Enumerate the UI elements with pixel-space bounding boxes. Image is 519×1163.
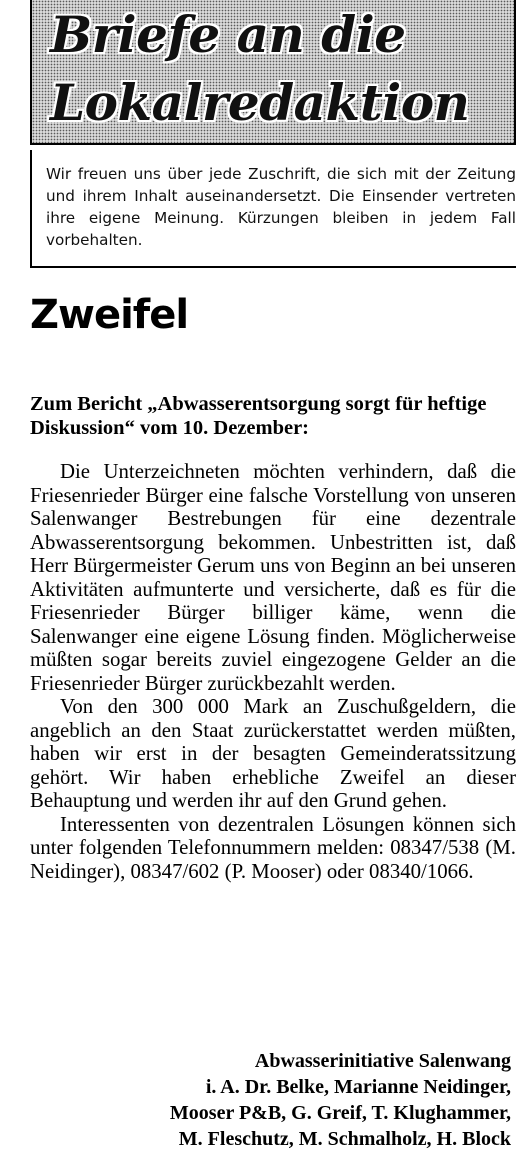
rubric-title-line-1: Briefe an die [50, 5, 406, 64]
signature-line: Mooser P&B, G. Greif, T. Klughammer, [169, 1102, 511, 1124]
letter-signature [25, 1048, 511, 1152]
letter-paragraph: Von den 300 000 Mark an Zuschußgeldern, die angeblich an den Staat zurückerstattet werden müßten, haben wir erst in der besagten Gemeinderatssitzung gehört. Wir haben erhebliche Zweifel an dieser Behauptung und werden ihr auf den Grund gehen. [30, 695, 516, 812]
letter-body [30, 460, 516, 883]
letter-headline: Zweifel [30, 292, 189, 338]
intro-notice-box [30, 150, 516, 268]
letter-reference: Zum Bericht „Abwasserentsorgung sorgt für heftige Diskussion“ vom 10. Dezember: [30, 393, 487, 439]
rubric-title-line-2: Lokalredaktion [50, 73, 470, 132]
intro-notice-text: Wir freuen uns über jede Zuschrift, die sich mit der Zeitung und ihrem Inhalt auseinandersetzt. Die Einsender vertreten ihre eigene Meinung. Kürzungen bleiben in jedem Fall vorbehalten. [46, 165, 516, 249]
rubric-header [30, 0, 516, 145]
signature-line: i. A. Dr. Belke, Marianne Neidinger, [205, 1076, 511, 1098]
signature-line: Abwasserinitiative Salenwang [254, 1050, 511, 1072]
signature-line: M. Fleschutz, M. Schmalholz, H. Block [178, 1128, 511, 1150]
letter-paragraph: Die Unterzeichneten möchten verhindern, daß die Friesenrieder Bürger eine falsche Vorstellung von unseren Salenwanger Bestrebungen für eine dezentrale Abwasserentsorgung bekommen. Unbestritten ist, daß Herr Bürgermeister Gerum uns von Beginn an bei unseren Aktivitäten aufmunterte und versicherte, daß es für die Friesenrieder Bürger billiger käme, wenn die Salenwanger eine eigene Lösung finden. Möglicherweise müßten sogar bereits zuviel eingezogene Gelder an die Friesenrieder Bürger zurückbezahlt werden. [30, 460, 516, 695]
letter-paragraph: Interessenten von dezentralen Lösungen können sich unter folgenden Telefonnummern melden: 08347/538 (M. Neidinger), 08347/602 (P. Mooser) oder 08340/1066. [30, 812, 516, 883]
